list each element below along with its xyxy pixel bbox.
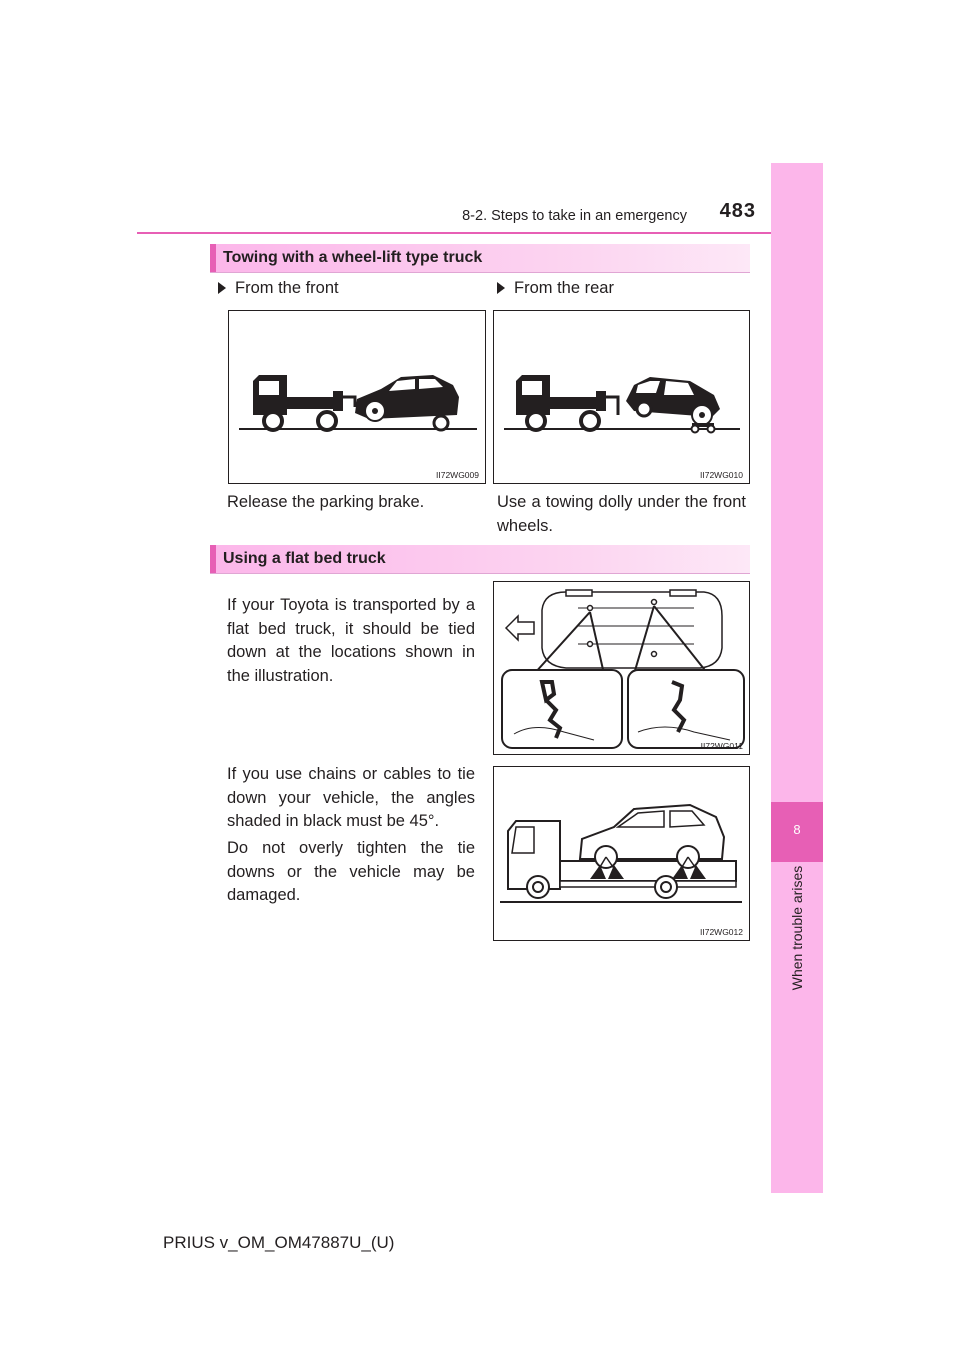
label-from-rear: From the rear: [497, 279, 614, 298]
caption-from-rear: Use a towing dolly under the front wheels.: [497, 493, 746, 535]
section-heading-text: Towing with a wheel-lift type truck: [223, 249, 483, 266]
figure-tow-from-rear: [493, 310, 750, 484]
figure-code: II72WG011: [700, 741, 743, 751]
paragraph-transport: If your Toyota is transported by a flat bed truck, it should be tied down at the locations shown in the illustration.: [227, 596, 475, 685]
paragraph-tightening: Do not overly tighten the tie downs or the vehicle may be damaged.: [227, 839, 475, 904]
section-heading-wheel-lift: [210, 244, 750, 272]
header-rule: [137, 232, 822, 234]
figure-code: II72WG009: [436, 470, 479, 480]
document-id: PRIUS v_OM_OM47887U_(U): [163, 1233, 395, 1252]
tow-truck-rear-illustration: [494, 311, 749, 483]
triangle-bullet-icon: [218, 282, 226, 294]
chapter-number: 8: [793, 822, 801, 837]
figure-code: II72WG012: [700, 927, 743, 937]
figure-tow-from-front: [228, 310, 486, 484]
triangle-bullet-icon: [497, 282, 505, 294]
figure-tie-down-locations: [493, 581, 750, 755]
chapter-title: When trouble arises: [789, 865, 805, 991]
page-number: 483: [719, 200, 756, 222]
section-heading-text: Using a flat bed truck: [223, 550, 386, 567]
chapter-side-tab: [771, 163, 823, 1193]
flat-bed-truck-illustration: [494, 767, 749, 940]
figure-flat-bed-truck: [493, 766, 750, 941]
paragraph-angles: If you use chains or cables to tie down your vehicle, the angles shaded in black must be 45°.: [227, 765, 475, 830]
tie-down-points-illustration: [494, 582, 749, 754]
figure-code: II72WG010: [700, 470, 743, 480]
tow-truck-front-illustration: [229, 311, 485, 483]
section-label: 8-2. Steps to take in an emergency: [462, 208, 687, 224]
section-heading-flat-bed: [210, 545, 750, 573]
caption-from-front: Release the parking brake.: [227, 493, 425, 511]
label-from-front: From the front: [218, 279, 339, 298]
